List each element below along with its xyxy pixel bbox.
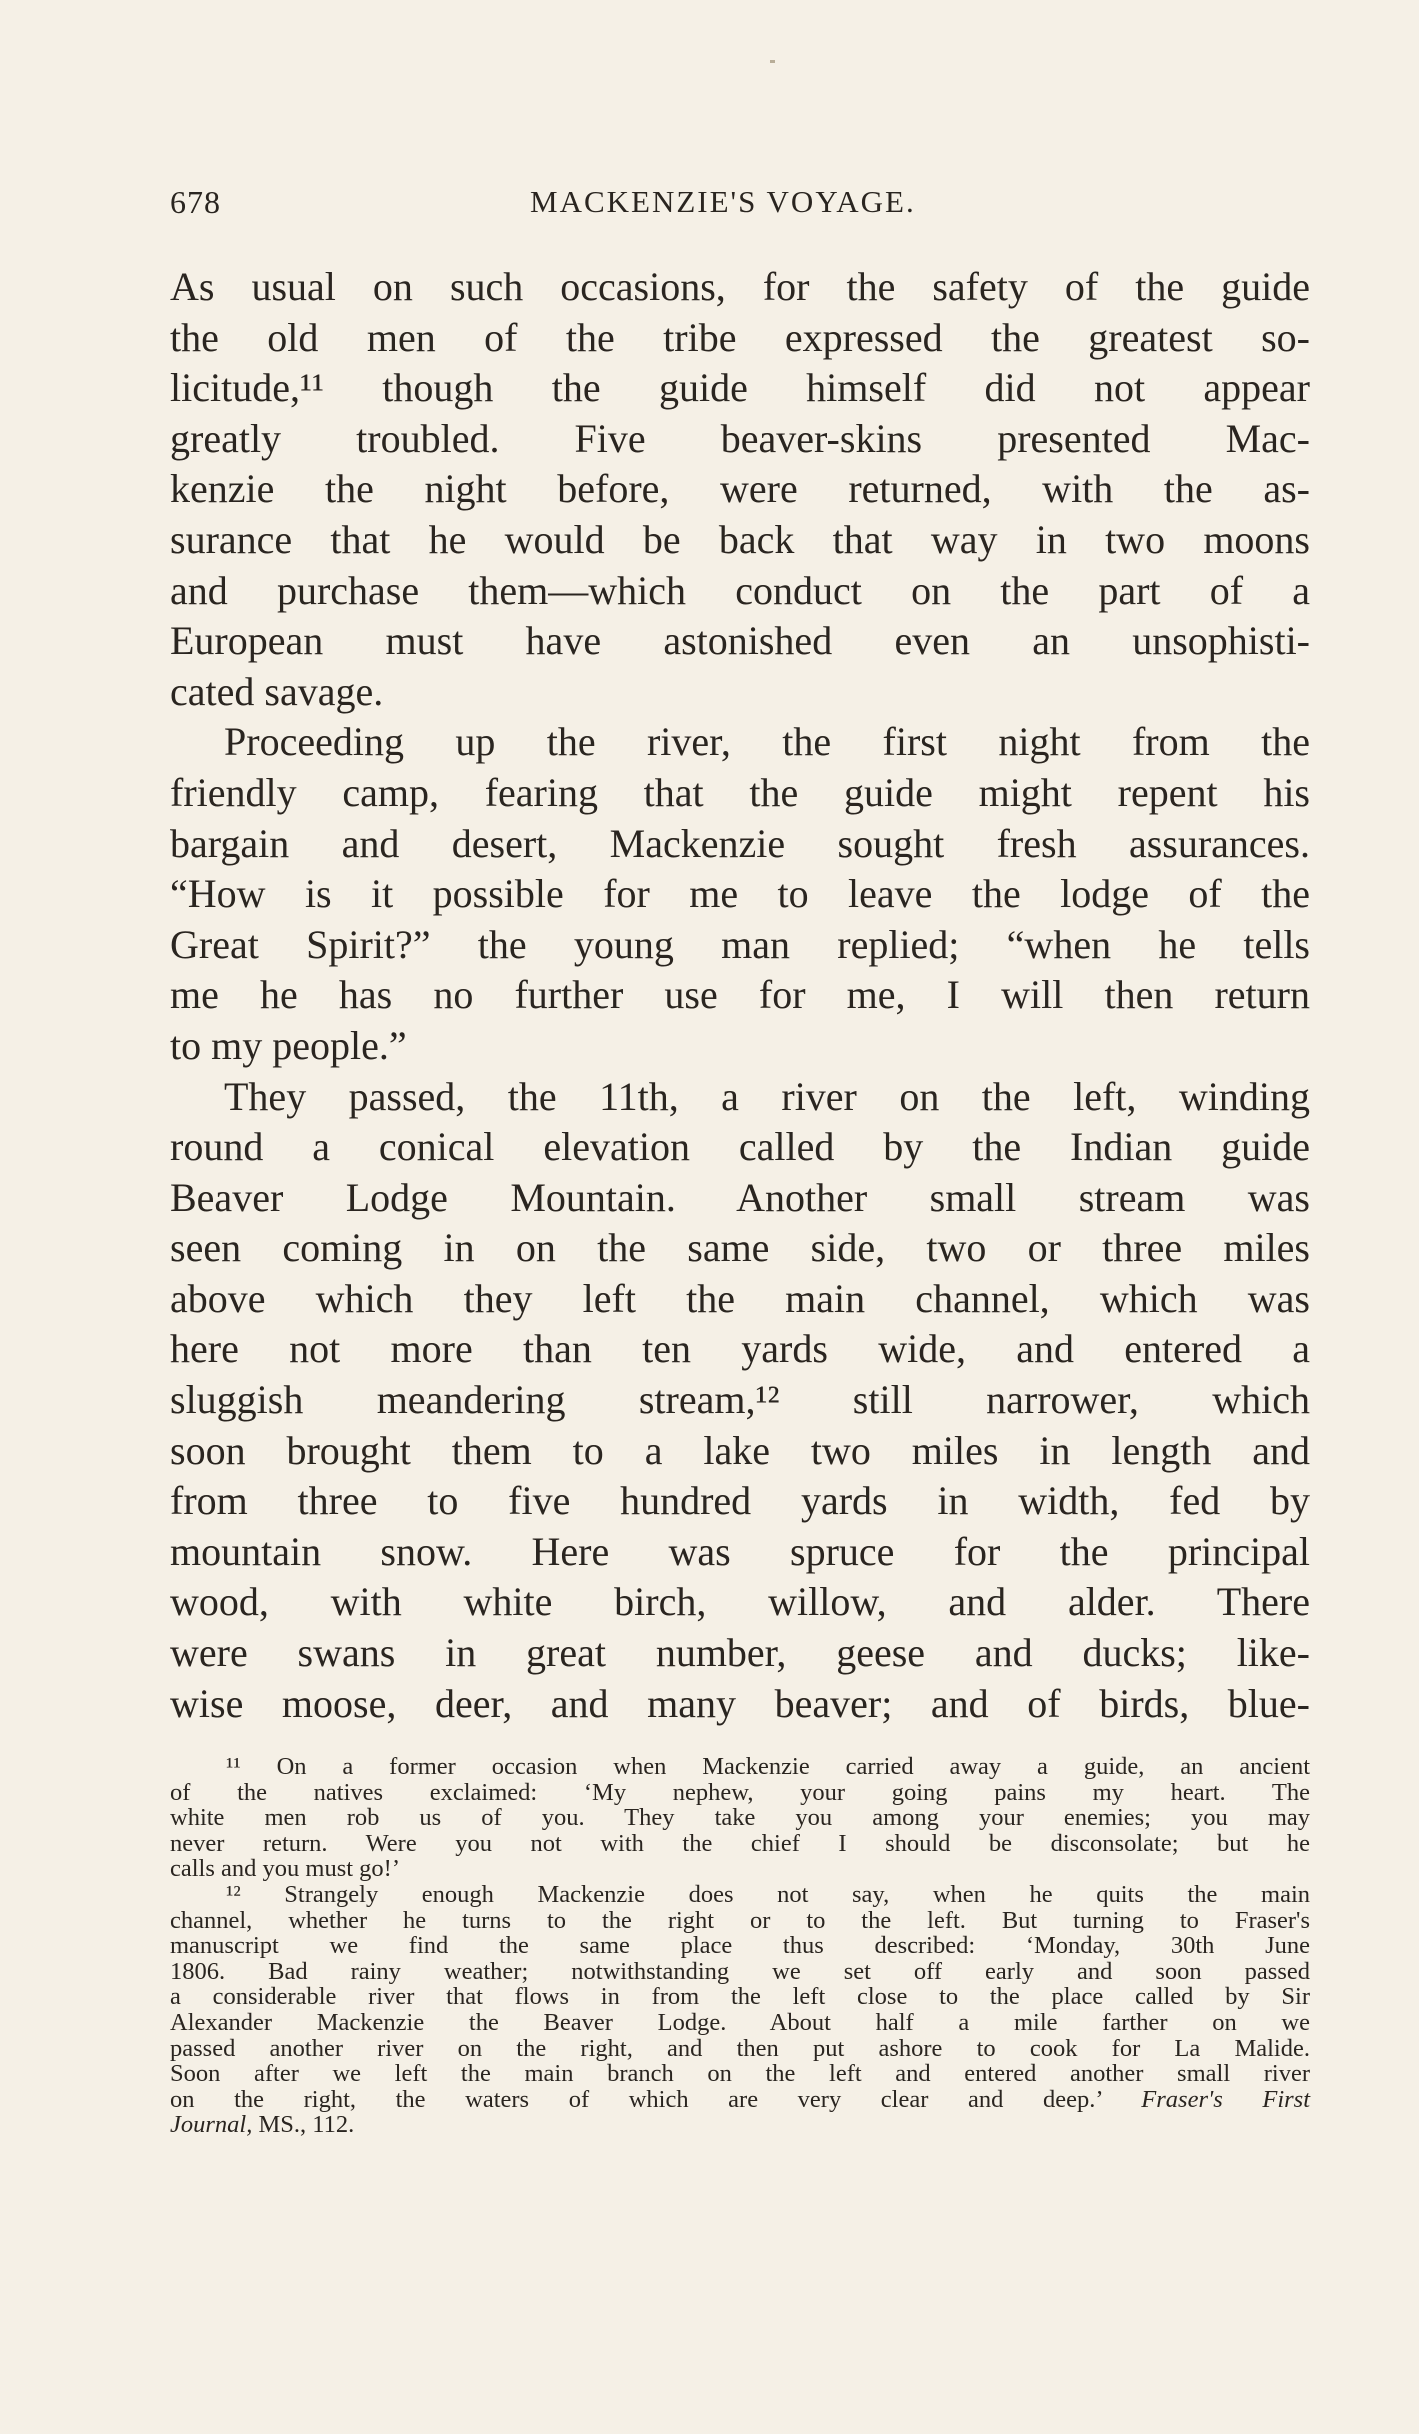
footnotes	[170, 1754, 1310, 2138]
footnote-line: 1806. Bad rainy weather; notwithstanding we set off early and soon passed	[170, 1957, 1310, 1985]
body-line: soon brought them to a lake two miles in length and	[170, 1427, 1310, 1473]
footnote-line: Soon after we left the main branch on the left and entered another small river	[170, 2060, 1310, 2088]
body-line: from three to five hundred yards in width, fed by	[170, 1478, 1310, 1524]
footnote-line: channel, whether he turns to the right or to the left. But turning to Fraser's	[170, 1906, 1310, 1934]
footnote-line-text: on the right, the waters of which are very clear and deep.’	[170, 2085, 1102, 2113]
running-head	[170, 184, 1310, 224]
body-line: here not more than ten yards wide, and entered a	[170, 1326, 1310, 1372]
body-line: surance that he would be back that way in two moons	[170, 516, 1310, 562]
footnote-line: calls and you must go!’	[170, 1855, 400, 1883]
body-line: cated savage.	[170, 668, 384, 714]
body-line: Proceeding up the river, the first night from the	[224, 719, 1310, 765]
footnote-citation-ref: MS., 112.	[252, 2111, 355, 2139]
body-line: round a conical elevation called by the Indian guide	[170, 1124, 1310, 1170]
footnote-line: Alexander Mackenzie the Beaver Lodge. About half a mile farther on we	[170, 2008, 1310, 2036]
footnote-line: passed another river on the right, and then put ashore to cook for La Malide.	[170, 2034, 1310, 2062]
footnote-line: of the natives exclaimed: ‘My nephew, your going pains my heart. The	[170, 1778, 1310, 1806]
body-line: me he has no further use for me, I will then return	[170, 972, 1310, 1018]
footnote-line: a considerable river that flows in from the left close to the place called by Sir	[170, 1983, 1310, 2011]
footnote-citation-title-cont: Journal,	[170, 2111, 253, 2139]
body-line: seen coming in on the same side, two or three miles	[170, 1225, 1310, 1271]
page-speck	[770, 60, 775, 63]
body-line: Beaver Lodge Mountain. Another small stream was	[170, 1174, 1310, 1220]
body-line: to my people.”	[170, 1022, 407, 1068]
body-line: were swans in great number, geese and ducks; like-	[170, 1630, 1310, 1676]
page-number: 678	[170, 184, 221, 220]
body-line: kenzie the night before, were returned, with the as-	[170, 466, 1310, 512]
footnote-line: never return. Were you not with the chief I should be disconsolate; but he	[170, 1829, 1310, 1857]
body-line: greatly troubled. Five beaver-skins presented Mac-	[170, 415, 1310, 461]
footnote-line: ¹¹ On a former occasion when Mackenzie carried away a guide, an ancient	[226, 1753, 1310, 1780]
body-line: licitude,¹¹ though the guide himself did not appear	[170, 365, 1310, 411]
body-line: “How is it possible for me to leave the lodge of the	[170, 871, 1310, 917]
footnote-line	[170, 2112, 1310, 2138]
body-line: the old men of the tribe expressed the greatest so-	[170, 314, 1310, 360]
body-line: Great Spirit?” the young man replied; “when he tells	[170, 921, 1310, 967]
footnote-line	[170, 2087, 1310, 2113]
body-line: mountain snow. Here was spruce for the principal	[170, 1528, 1310, 1574]
body-line: bargain and desert, Mackenzie sought fresh assurances.	[170, 820, 1310, 866]
footnote-line: white men rob us of you. They take you among your enemies; you may	[170, 1804, 1310, 1832]
footnote-line: ¹² Strangely enough Mackenzie does not say, when he quits the main	[226, 1880, 1310, 1908]
body-line: friendly camp, fearing that the guide might repent his	[170, 769, 1310, 815]
body-text	[170, 262, 1310, 1729]
body-line: above which they left the main channel, which was	[170, 1275, 1310, 1321]
footnote-citation-title: Fraser's First	[1141, 2085, 1311, 2113]
footnote-line: manuscript we find the same place thus described: ‘Monday, 30th June	[170, 1932, 1310, 1960]
body-line: sluggish meandering stream,¹² still narrower, which	[170, 1377, 1310, 1423]
running-title: MACKENZIE'S VOYAGE.	[530, 184, 916, 219]
body-line: and purchase them—which conduct on the part of a	[170, 567, 1310, 613]
body-line: wise moose, deer, and many beaver; and of birds, blue-	[170, 1680, 1310, 1726]
body-line: As usual on such occasions, for the safety of the guide	[170, 264, 1310, 309]
body-line: wood, with white birch, willow, and alder. There	[170, 1579, 1310, 1625]
body-line: They passed, the 11th, a river on the left, winding	[224, 1073, 1310, 1119]
body-line: European must have astonished even an unsophisti-	[170, 618, 1310, 664]
